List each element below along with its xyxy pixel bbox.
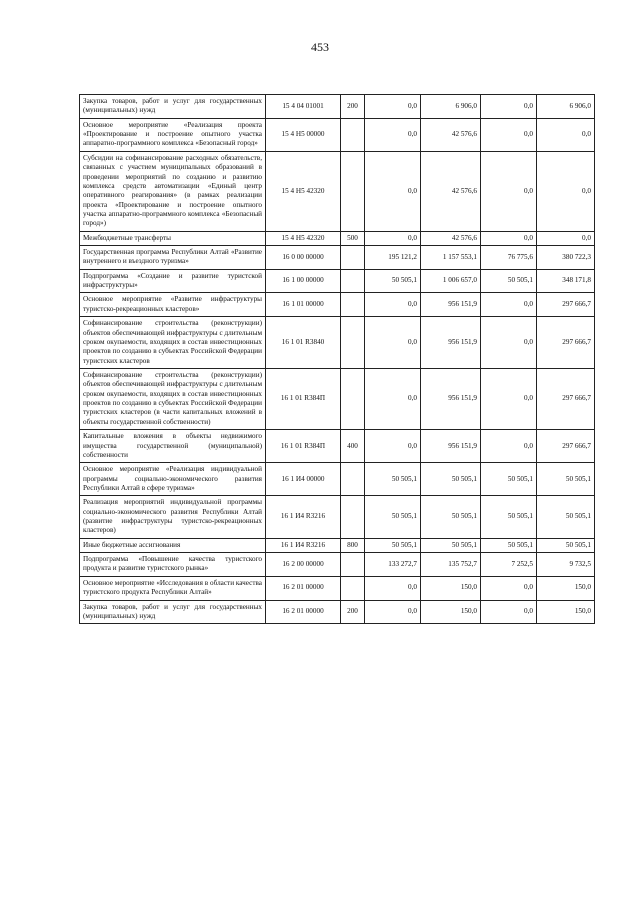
row-name: Основное мероприятие «Реализация индивидуальной программы социально-экономического развития Республики Алтай в сфере туризма» — [80, 463, 266, 496]
row-value-1: 0,0 — [365, 95, 421, 119]
table-row — [80, 151, 595, 231]
row-value-3: 76 775,6 — [481, 246, 537, 270]
row-value-2: 42 576,6 — [421, 118, 481, 151]
row-value-4: 297 666,7 — [537, 368, 595, 429]
row-value-4: 0,0 — [537, 231, 595, 245]
row-name: Подпрограмма «Создание и развитие туристской инфраструктуры» — [80, 269, 266, 293]
row-expense-type — [341, 463, 365, 496]
row-value-2: 50 505,1 — [421, 538, 481, 552]
row-name: Субсидии на софинансирование расходных обязательств, связанных с участием муниципальных образований в проведении мероприятий по созданию и развитию комплекса средств автоматизации «Единый центр оперативного реагирования» (в рамках реализации проекта «Проектирование и построение опытного участка аппаратно-программного комплекса «Безопасный город») — [80, 151, 266, 231]
row-value-2: 150,0 — [421, 576, 481, 600]
table-row — [80, 231, 595, 245]
row-name: Софинансирование строительства (реконструкции) объектов обеспечивающей инфраструктуры с длительным сроком окупаемости, входящих в состав инвестиционных проектов по созданию в субъектах Российской Федерации туристских кластеров (в части капитальных вложений в объекты государственной собственности) — [80, 368, 266, 429]
row-code: 16 2 00 00000 — [266, 553, 341, 577]
row-value-4: 297 666,7 — [537, 430, 595, 463]
row-value-3: 0,0 — [481, 95, 537, 119]
row-value-1: 0,0 — [365, 430, 421, 463]
table-row — [80, 118, 595, 151]
row-expense-type — [341, 246, 365, 270]
row-name: Подпрограмма «Повышение качества туристского продукта и развитие туристского рынка» — [80, 553, 266, 577]
row-value-3: 0,0 — [481, 118, 537, 151]
table-row — [80, 496, 595, 538]
row-value-3: 0,0 — [481, 151, 537, 231]
row-value-4: 9 732,5 — [537, 553, 595, 577]
row-value-3: 50 505,1 — [481, 269, 537, 293]
row-code: 16 0 00 00000 — [266, 246, 341, 270]
row-value-3: 0,0 — [481, 317, 537, 369]
table-row — [80, 576, 595, 600]
table-row — [80, 463, 595, 496]
row-code: 16 1 01 00000 — [266, 293, 341, 317]
row-name: Государственная программа Республики Алтай «Развитие внутреннего и въездного туризма» — [80, 246, 266, 270]
budget-table — [79, 94, 595, 624]
row-name: Основное мероприятие «Исследования в области качества туристского продукта Республики Алтай» — [80, 576, 266, 600]
row-value-2: 1 006 657,0 — [421, 269, 481, 293]
table-row — [80, 269, 595, 293]
row-value-3: 0,0 — [481, 368, 537, 429]
row-value-1: 50 505,1 — [365, 463, 421, 496]
table-row — [80, 538, 595, 552]
row-code: 15 4 04 01001 — [266, 95, 341, 119]
row-code: 15 4 Н5 42320 — [266, 151, 341, 231]
row-value-1: 0,0 — [365, 576, 421, 600]
row-code: 16 2 01 00000 — [266, 576, 341, 600]
row-name: Иные бюджетные ассигнования — [80, 538, 266, 552]
row-value-2: 150,0 — [421, 600, 481, 624]
row-value-4: 348 171,8 — [537, 269, 595, 293]
table-row — [80, 293, 595, 317]
row-expense-type — [341, 151, 365, 231]
row-expense-type — [341, 269, 365, 293]
row-value-2: 956 151,9 — [421, 317, 481, 369]
table-row — [80, 95, 595, 119]
row-name: Межбюджетные трансферты — [80, 231, 266, 245]
row-value-1: 0,0 — [365, 368, 421, 429]
row-value-3: 0,0 — [481, 430, 537, 463]
row-value-1: 0,0 — [365, 151, 421, 231]
row-value-3: 50 505,1 — [481, 538, 537, 552]
row-expense-type — [341, 553, 365, 577]
row-code: 16 1 00 00000 — [266, 269, 341, 293]
row-value-1: 0,0 — [365, 600, 421, 624]
row-code: 16 1 И4 00000 — [266, 463, 341, 496]
table-row — [80, 553, 595, 577]
page-number: 453 — [311, 40, 329, 54]
table-row — [80, 430, 595, 463]
row-value-2: 42 576,6 — [421, 151, 481, 231]
row-value-2: 42 576,6 — [421, 231, 481, 245]
row-value-4: 50 505,1 — [537, 496, 595, 538]
row-value-4: 0,0 — [537, 151, 595, 231]
row-code: 16 1 01 R384П — [266, 368, 341, 429]
row-value-1: 0,0 — [365, 118, 421, 151]
row-value-4: 380 722,3 — [537, 246, 595, 270]
row-value-2: 6 906,0 — [421, 95, 481, 119]
row-code: 16 1 01 R3840 — [266, 317, 341, 369]
row-name: Закупка товаров, работ и услуг для государственных (муниципальных) нужд — [80, 600, 266, 624]
row-expense-type: 800 — [341, 538, 365, 552]
row-value-3: 50 505,1 — [481, 463, 537, 496]
row-value-4: 150,0 — [537, 600, 595, 624]
row-value-4: 50 505,1 — [537, 538, 595, 552]
row-name: Реализация мероприятий индивидуальной программы социально-экономического развития Республики Алтай (развитие инфраструктуры туристско-рекреационных кластеров) — [80, 496, 266, 538]
row-value-3: 50 505,1 — [481, 496, 537, 538]
table-row — [80, 600, 595, 624]
row-value-1: 133 272,7 — [365, 553, 421, 577]
row-value-3: 7 252,5 — [481, 553, 537, 577]
row-name: Основное мероприятие «Развитие инфраструктуры туристско-рекреационных кластеров» — [80, 293, 266, 317]
table-row — [80, 246, 595, 270]
row-value-2: 1 157 553,1 — [421, 246, 481, 270]
row-value-1: 0,0 — [365, 231, 421, 245]
row-value-2: 50 505,1 — [421, 463, 481, 496]
row-value-3: 0,0 — [481, 231, 537, 245]
row-expense-type: 200 — [341, 600, 365, 624]
row-expense-type — [341, 496, 365, 538]
row-code: 15 4 Н5 00000 — [266, 118, 341, 151]
row-expense-type — [341, 368, 365, 429]
table-row — [80, 317, 595, 369]
table-row — [80, 368, 595, 429]
row-name: Софинансирование строительства (реконструкции) объектов обеспечивающей инфраструктуры с длительным сроком окупаемости, входящих в состав инвестиционных проектов по созданию в субъектах Российской Федерации туристских кластеров — [80, 317, 266, 369]
row-value-4: 297 666,7 — [537, 293, 595, 317]
row-value-4: 150,0 — [537, 576, 595, 600]
row-value-1: 195 121,2 — [365, 246, 421, 270]
row-name: Основное мероприятие «Реализация проекта «Проектирование и построение опытного участка аппаратно-программного комплекса «Безопасный город» — [80, 118, 266, 151]
row-value-1: 50 505,1 — [365, 269, 421, 293]
row-expense-type: 200 — [341, 95, 365, 119]
row-value-2: 135 752,7 — [421, 553, 481, 577]
row-value-3: 0,0 — [481, 293, 537, 317]
row-name: Капитальные вложения в объекты недвижимого имущества государственной (муниципальной) собственности — [80, 430, 266, 463]
row-value-1: 0,0 — [365, 317, 421, 369]
row-code: 16 1 И4 R3216 — [266, 538, 341, 552]
row-name: Закупка товаров, работ и услуг для государственных (муниципальных) нужд — [80, 95, 266, 119]
row-expense-type: 500 — [341, 231, 365, 245]
row-value-3: 0,0 — [481, 576, 537, 600]
row-value-4: 6 906,0 — [537, 95, 595, 119]
row-value-4: 0,0 — [537, 118, 595, 151]
row-code: 16 1 И4 R3216 — [266, 496, 341, 538]
row-code: 15 4 Н5 42320 — [266, 231, 341, 245]
row-code: 16 1 01 R384П — [266, 430, 341, 463]
row-value-2: 50 505,1 — [421, 496, 481, 538]
row-code: 16 2 01 00000 — [266, 600, 341, 624]
row-expense-type — [341, 118, 365, 151]
row-value-1: 0,0 — [365, 293, 421, 317]
row-expense-type — [341, 317, 365, 369]
row-value-1: 50 505,1 — [365, 496, 421, 538]
row-expense-type: 400 — [341, 430, 365, 463]
row-expense-type — [341, 293, 365, 317]
row-value-4: 50 505,1 — [537, 463, 595, 496]
row-value-2: 956 151,9 — [421, 368, 481, 429]
row-value-2: 956 151,9 — [421, 293, 481, 317]
row-value-1: 50 505,1 — [365, 538, 421, 552]
row-value-2: 956 151,9 — [421, 430, 481, 463]
row-value-3: 0,0 — [481, 600, 537, 624]
row-expense-type — [341, 576, 365, 600]
row-value-4: 297 666,7 — [537, 317, 595, 369]
